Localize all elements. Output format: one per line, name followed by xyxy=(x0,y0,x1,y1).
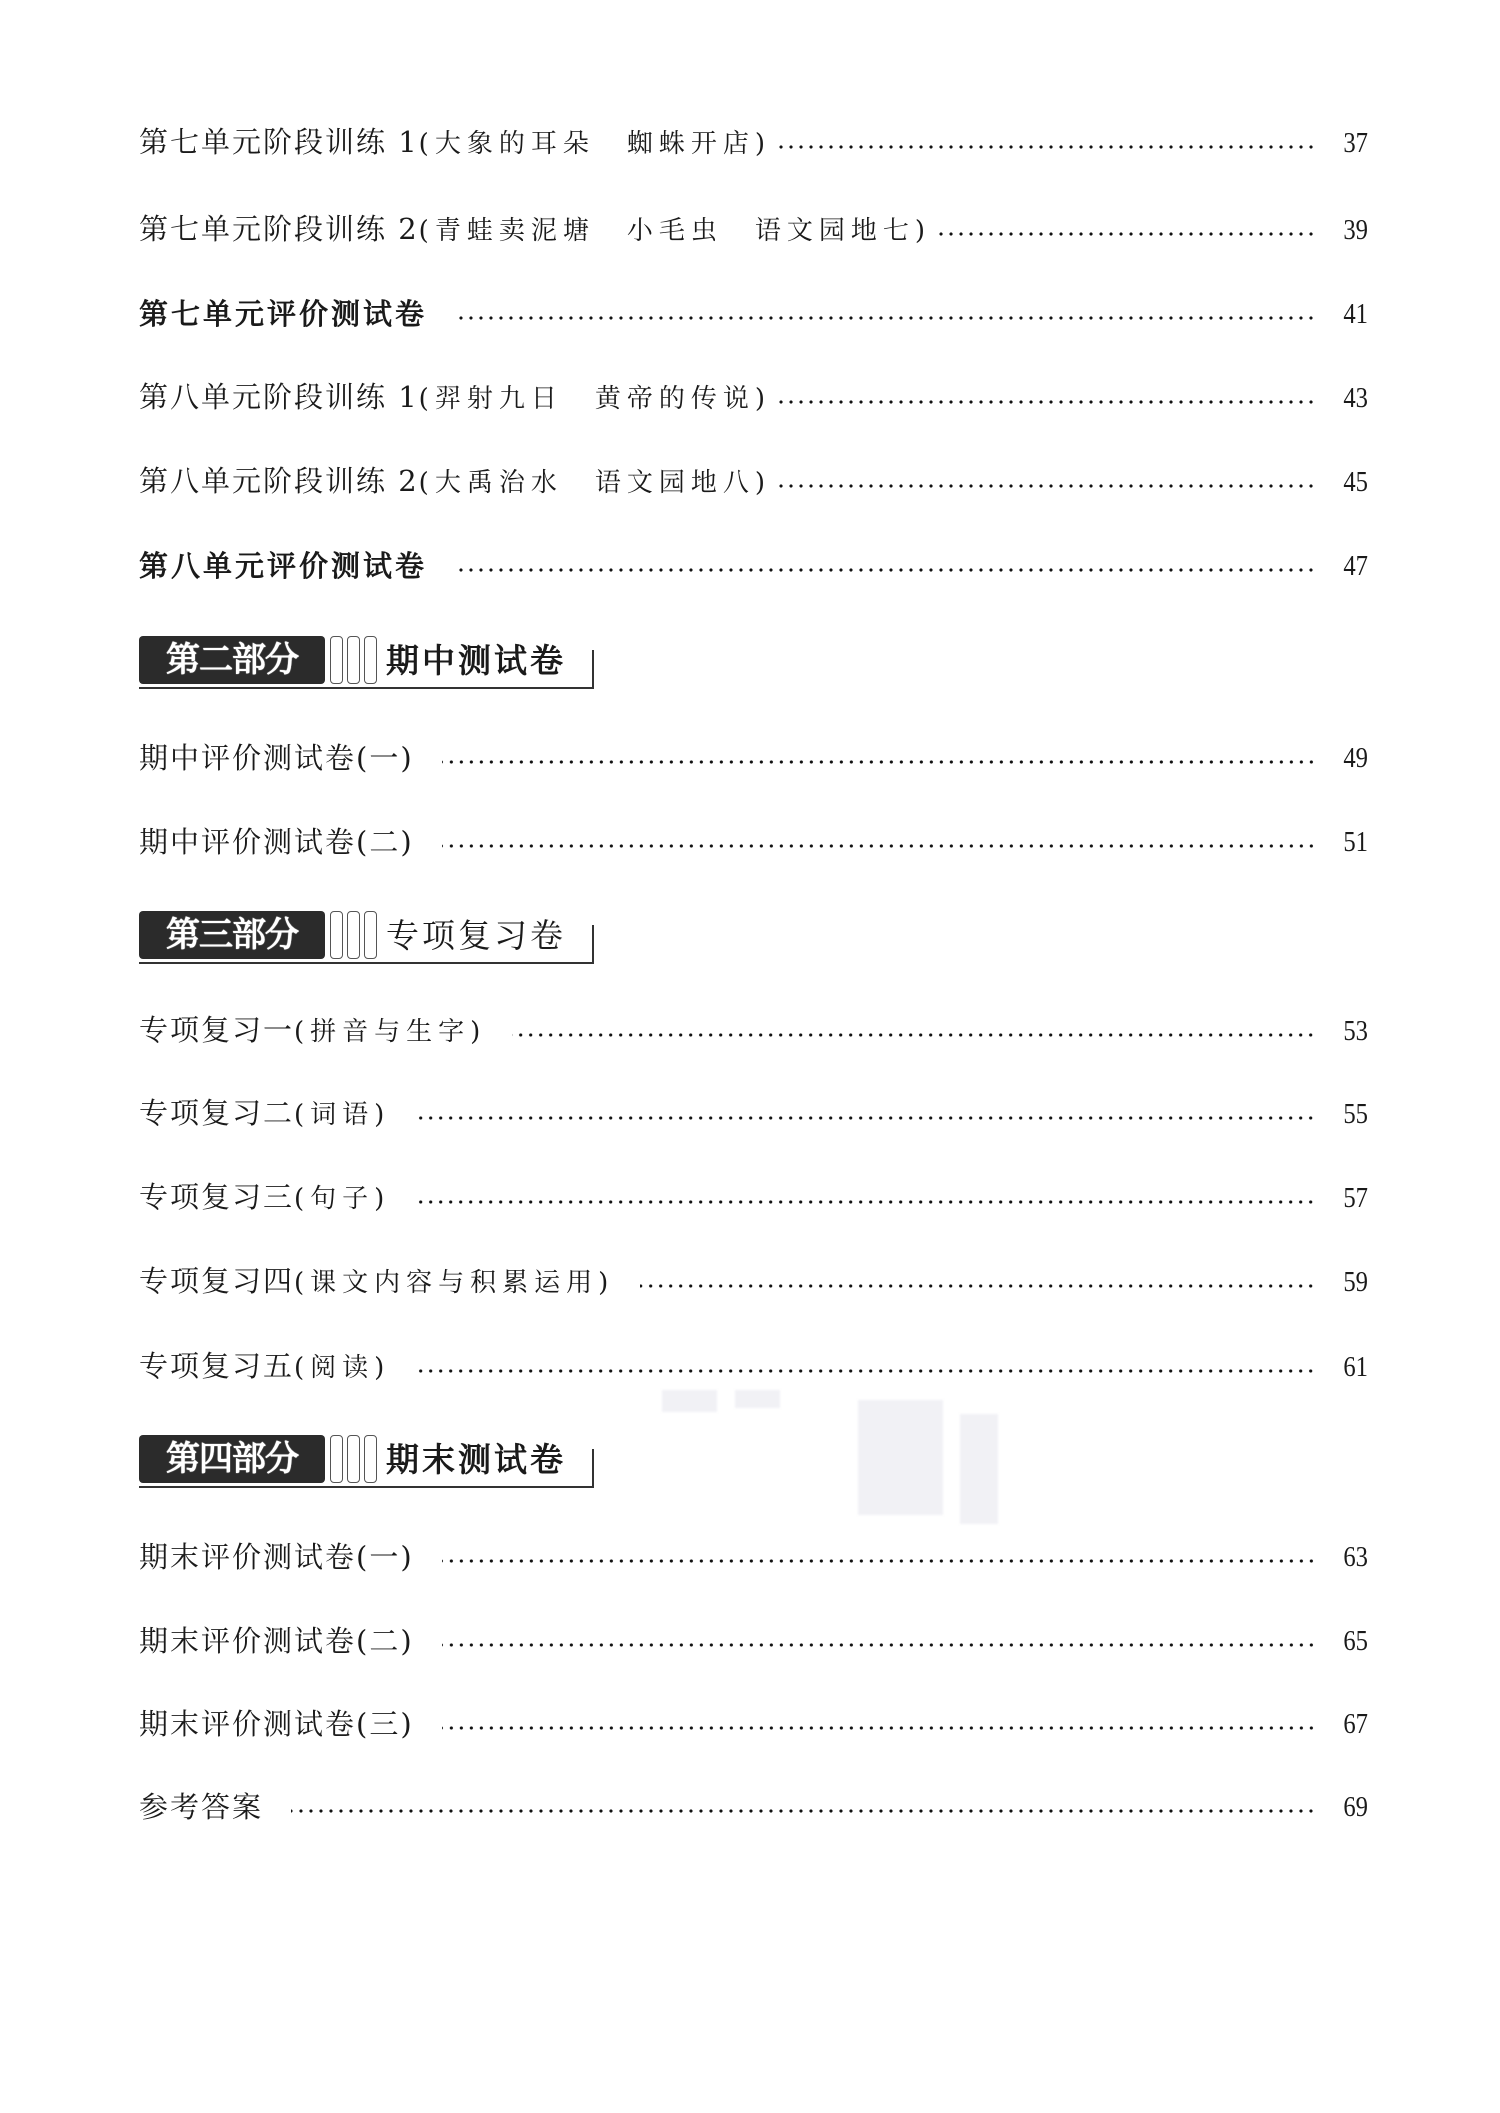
toc-entry[interactable] xyxy=(139,378,1368,418)
toc-entry-title: 期末评价测试卷(二) xyxy=(139,1624,414,1658)
dot-leader xyxy=(416,1199,1316,1205)
dot-leader xyxy=(933,231,1316,237)
section-right-rule xyxy=(592,650,594,689)
decorative-bar xyxy=(330,1435,343,1483)
toc-page-number: 65 xyxy=(1343,1625,1368,1657)
dot-leader xyxy=(442,1642,1316,1648)
section-header-part2 xyxy=(139,636,594,688)
section-right-rule xyxy=(592,925,594,964)
dot-leader xyxy=(640,1283,1316,1289)
toc-page-number: 49 xyxy=(1343,742,1368,774)
dot-leader xyxy=(442,1558,1316,1564)
decorative-bar xyxy=(330,636,343,684)
toc-entry[interactable] xyxy=(139,546,1368,586)
decorative-bar xyxy=(364,1435,377,1483)
toc-entry-title: 期末评价测试卷(三) xyxy=(139,1707,414,1741)
toc-entry[interactable] xyxy=(139,1262,1368,1302)
toc-entry-title: 参考答案 xyxy=(139,1790,264,1824)
dot-leader xyxy=(442,759,1316,765)
toc-entry[interactable] xyxy=(139,210,1368,250)
toc-page-number: 69 xyxy=(1343,1791,1368,1823)
toc-page-number: 51 xyxy=(1343,826,1368,858)
section-title: 专项复习卷 xyxy=(386,916,566,955)
dot-leader xyxy=(442,1725,1316,1731)
toc-page-number: 53 xyxy=(1343,1015,1368,1047)
bleed-through-artifact xyxy=(735,1390,780,1408)
section-underline xyxy=(139,962,594,964)
toc-entry-title: 第七单元评价测试卷 xyxy=(139,297,428,331)
toc-entry[interactable] xyxy=(139,294,1368,334)
toc-entry[interactable] xyxy=(139,1787,1368,1827)
decorative-bar xyxy=(364,636,377,684)
toc-page-number: 67 xyxy=(1343,1708,1368,1740)
toc-entry[interactable] xyxy=(139,123,1368,163)
toc-page-number: 43 xyxy=(1343,382,1368,414)
toc-page-number: 57 xyxy=(1343,1182,1368,1214)
toc-entry-title: 专项复习一(拼音与生字) xyxy=(139,1013,487,1047)
toc-entry[interactable] xyxy=(139,1537,1368,1577)
toc-entry-title: 专项复习二(词语) xyxy=(139,1096,391,1130)
decorative-bar xyxy=(330,911,343,959)
toc-entry-title: 专项复习五(阅读) xyxy=(139,1349,391,1383)
dot-leader xyxy=(773,483,1316,489)
section-label-badge: 第二部分 xyxy=(139,636,325,684)
bleed-through-artifact xyxy=(662,1390,717,1412)
section-header-part4 xyxy=(139,1435,594,1487)
decorative-bar xyxy=(347,1435,360,1483)
dot-leader xyxy=(453,567,1316,573)
toc-page-number: 37 xyxy=(1343,127,1368,159)
toc-page-number: 55 xyxy=(1343,1098,1368,1130)
dot-leader xyxy=(291,1808,1316,1814)
toc-entry-title: 期末评价测试卷(一) xyxy=(139,1540,414,1574)
bleed-through-artifact xyxy=(858,1400,943,1515)
toc-entry-title: 第八单元阶段训练 1(羿射九日 黄帝的传说) xyxy=(139,380,771,414)
toc-entry[interactable] xyxy=(139,462,1368,502)
toc-entry-title: 期中评价测试卷(二) xyxy=(139,825,414,859)
toc-page-number: 47 xyxy=(1343,550,1368,582)
decorative-bar xyxy=(347,636,360,684)
toc-page-number: 39 xyxy=(1343,214,1368,246)
toc-entry[interactable] xyxy=(139,1178,1368,1218)
toc-page-number: 63 xyxy=(1343,1541,1368,1573)
toc-page-number: 59 xyxy=(1343,1266,1368,1298)
toc-entry-title: 第七单元阶段训练 1(大象的耳朵 蜘蛛开店) xyxy=(139,125,771,159)
bleed-through-artifact xyxy=(960,1414,998,1524)
dot-leader xyxy=(773,144,1316,150)
dot-leader xyxy=(453,315,1316,321)
section-title: 期中测试卷 xyxy=(386,641,566,680)
decorative-bar xyxy=(347,911,360,959)
toc-entry-title: 期中评价测试卷(一) xyxy=(139,741,414,775)
section-right-rule xyxy=(592,1449,594,1488)
toc-entry-title: 第七单元阶段训练 2(青蛙卖泥塘 小毛虫 语文园地七) xyxy=(139,212,931,246)
toc-entry-title: 专项复习四(课文内容与积累运用) xyxy=(139,1264,615,1298)
toc-page-number: 45 xyxy=(1343,466,1368,498)
section-underline xyxy=(139,1486,594,1488)
toc-entry[interactable] xyxy=(139,822,1368,862)
decorative-bar xyxy=(364,911,377,959)
section-label-badge: 第三部分 xyxy=(139,911,325,959)
section-header-part3 xyxy=(139,911,594,963)
toc-entry[interactable] xyxy=(139,1704,1368,1744)
section-underline xyxy=(139,687,594,689)
toc-page-number: 61 xyxy=(1343,1351,1368,1383)
toc-entry[interactable] xyxy=(139,1621,1368,1661)
section-label-badge: 第四部分 xyxy=(139,1435,325,1483)
dot-leader xyxy=(416,1115,1316,1121)
dot-leader xyxy=(416,1368,1316,1374)
toc-entry[interactable] xyxy=(139,1347,1368,1387)
toc-entry[interactable] xyxy=(139,1011,1368,1051)
toc-entry-title: 第八单元阶段训练 2(大禹治水 语文园地八) xyxy=(139,464,771,498)
toc-entry-title: 第八单元评价测试卷 xyxy=(139,549,428,583)
dot-leader xyxy=(773,399,1316,405)
toc-entry[interactable] xyxy=(139,1094,1368,1134)
section-title: 期末测试卷 xyxy=(386,1440,566,1479)
dot-leader xyxy=(442,843,1316,849)
toc-entry-title: 专项复习三(句子) xyxy=(139,1180,391,1214)
toc-page-number: 41 xyxy=(1343,298,1368,330)
toc-entry[interactable] xyxy=(139,738,1368,778)
dot-leader xyxy=(512,1032,1316,1038)
